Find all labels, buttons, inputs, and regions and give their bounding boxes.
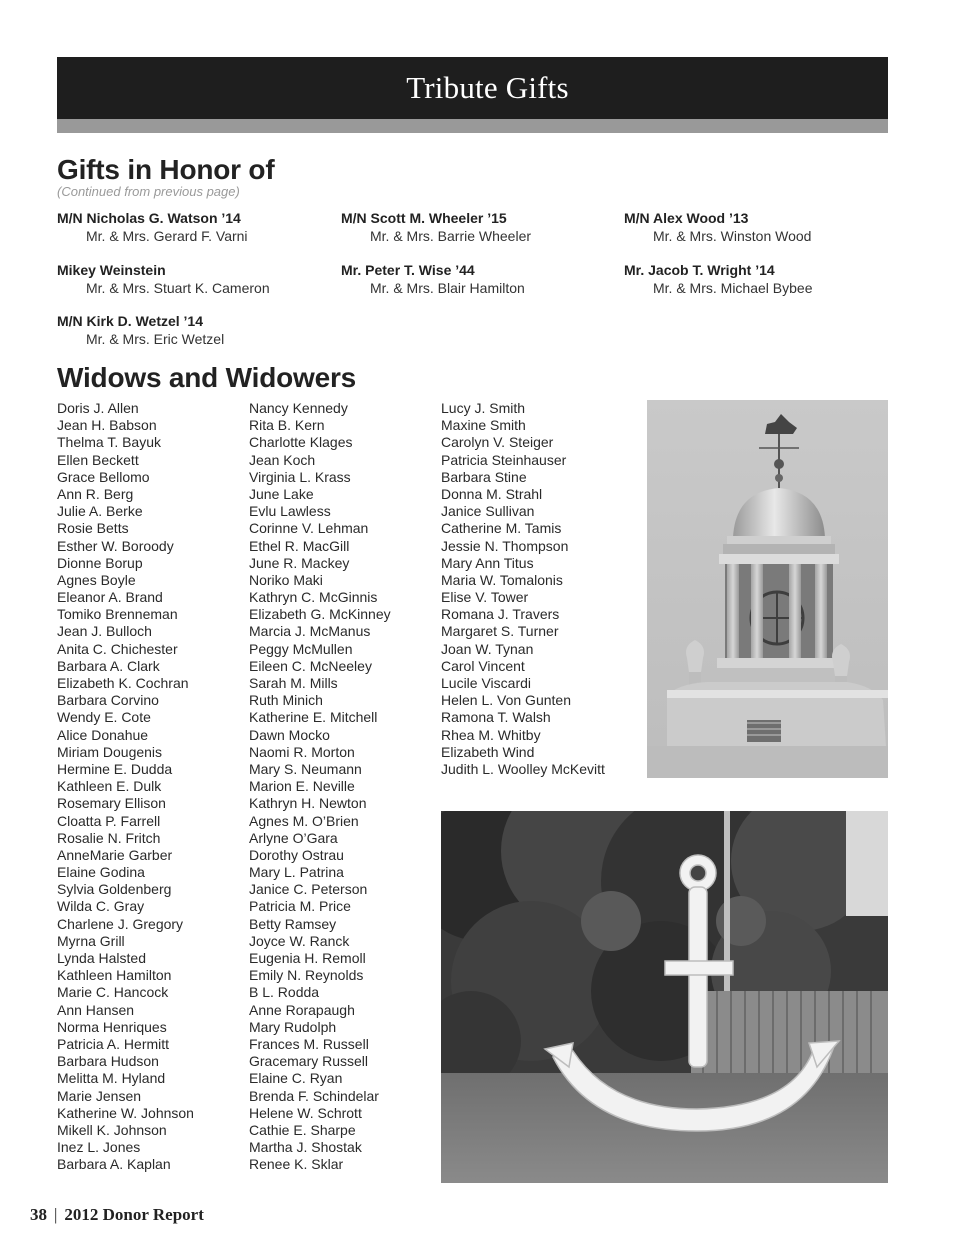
name-item: Peggy McMullen (249, 640, 353, 657)
donor-name: Mr. & Mrs. Gerard F. Varni (86, 227, 248, 244)
donor-name: Mr. & Mrs. Winston Wood (653, 227, 812, 244)
name-item: Marcia J. McManus (249, 623, 371, 640)
name-item: Margaret S. Turner (441, 623, 559, 640)
name-item: Charlene J. Gregory (57, 915, 184, 932)
name-item: Cloatta P. Farrell (57, 812, 161, 829)
name-item: Mary Ann Titus (441, 554, 534, 571)
name-item: Inez L. Jones (57, 1139, 141, 1156)
name-item: Barbara Hudson (57, 1053, 159, 1070)
name-item: Ramona T. Walsh (441, 709, 551, 726)
name-item: Doris J. Allen (57, 400, 139, 416)
name-item: Brenda F. Schindelar (249, 1087, 379, 1104)
page-number: 38 (30, 1205, 47, 1224)
name-item: Rosie Betts (57, 520, 129, 537)
name-item: Maxine Smith (441, 417, 526, 434)
name-item: June R. Mackey (249, 554, 350, 571)
name-item: Agnes M. O’Brien (249, 812, 359, 829)
name-item: Wilda C. Gray (57, 898, 145, 915)
name-item: Patricia M. Price (249, 898, 351, 915)
name-item: Frances M. Russell (249, 1035, 369, 1052)
name-item: Wendy E. Cote (57, 709, 151, 726)
name-item: Jean Koch (249, 451, 316, 468)
name-item: Joyce W. Ranck (249, 932, 350, 949)
name-item: Marion E. Neville (249, 778, 355, 795)
name-item: Judith L. Woolley McKevitt (441, 760, 605, 777)
name-item: Marie Jensen (57, 1087, 142, 1104)
name-item: Miriam Dougenis (57, 743, 163, 760)
page-footer (30, 1205, 204, 1225)
name-item: Elizabeth K. Cochran (57, 675, 189, 691)
name-item: Ann R. Berg (57, 485, 134, 502)
honoree-name: M/N Alex Wood ’13 (624, 210, 749, 226)
name-item: Elise V. Tower (441, 589, 529, 606)
name-item: Elaine C. Ryan (249, 1070, 343, 1087)
name-item: Rhea M. Whitby (441, 726, 541, 743)
name-item: Arlyne O’Gara (249, 829, 338, 846)
name-item: Sylvia Goldenberg (57, 881, 172, 898)
banner-rule (57, 119, 888, 133)
banner-title: Tribute Gifts (406, 70, 569, 105)
name-item: Janice C. Peterson (249, 881, 368, 898)
honoree-name: Mr. Jacob T. Wright ’14 (624, 262, 775, 278)
widows-heading: Widows and Widowers (57, 362, 357, 393)
name-item: Janice Sullivan (441, 503, 535, 520)
name-item: Martha J. Shostak (249, 1139, 362, 1156)
name-item: Donna M. Strahl (441, 485, 543, 502)
footer-separator: | (54, 1205, 58, 1224)
name-item: Barbara A. Clark (57, 657, 160, 674)
names-column-2 (249, 400, 391, 1173)
name-item: Patricia A. Hermitt (57, 1035, 170, 1052)
donor-name: Mr. & Mrs. Barrie Wheeler (370, 227, 532, 244)
name-item: AnneMarie Garber (57, 846, 173, 863)
name-item: Charlotte Klages (249, 434, 353, 451)
honoree-name: Mikey Weinstein (57, 262, 166, 278)
name-item: Lynda Halsted (57, 950, 146, 966)
honoree-name: M/N Scott M. Wheeler ’15 (341, 210, 507, 226)
donor-name: Mr. & Mrs. Blair Hamilton (370, 279, 525, 296)
name-item: Kathleen Hamilton (57, 967, 172, 984)
name-item: Betty Ramsey (249, 915, 337, 932)
name-item: Ethel R. MacGill (249, 537, 350, 554)
name-item: Eugenia H. Remoll (249, 950, 366, 966)
name-item: Norma Henriques (57, 1018, 167, 1035)
name-item: Melitta M. Hyland (57, 1070, 166, 1087)
honor-entry (341, 262, 525, 297)
honor-entry (57, 210, 248, 245)
name-item: Anita C. Chichester (57, 640, 178, 657)
name-item: Joan W. Tynan (441, 640, 534, 657)
name-item: Mary S. Neumann (249, 760, 362, 777)
name-item: Anne Rorapaugh (249, 1001, 355, 1018)
footer-title: 2012 Donor Report (64, 1205, 204, 1224)
name-item: Corinne V. Lehman (249, 520, 369, 537)
honoree-name: M/N Nicholas G. Watson ’14 (57, 210, 241, 226)
name-item: Dionne Borup (57, 554, 143, 571)
name-item: Jean H. Babson (57, 417, 157, 434)
name-item: Dorothy Ostrau (249, 846, 344, 863)
name-item: Myrna Grill (57, 932, 125, 949)
honor-entry (341, 210, 531, 245)
name-item: Rosemary Ellison (57, 795, 166, 812)
name-item: Gracemary Russell (249, 1053, 369, 1070)
name-item: Alice Donahue (57, 726, 149, 743)
name-item: Rita B. Kern (249, 417, 325, 434)
name-item: Barbara Corvino (57, 692, 159, 709)
honor-entry (624, 210, 811, 245)
honoree-name: Mr. Peter T. Wise ’44 (341, 262, 475, 278)
name-item: Eleanor A. Brand (57, 589, 163, 606)
name-item: B L. Rodda (249, 984, 320, 1001)
donor-name: Mr. & Mrs. Stuart K. Cameron (86, 279, 270, 296)
name-item: Hermine E. Dudda (57, 760, 173, 777)
name-item: Romana J. Travers (441, 606, 560, 623)
name-item: Kathryn H. Newton (249, 795, 367, 812)
name-item: Katherine E. Mitchell (249, 709, 378, 726)
name-item: Lucy J. Smith (441, 400, 526, 416)
name-item: Grace Bellomo (57, 468, 150, 485)
name-item: Elaine Godina (57, 864, 145, 881)
name-item: June Lake (249, 485, 314, 502)
name-item: Rosalie N. Fritch (57, 829, 161, 846)
name-item: Lucile Viscardi (441, 675, 532, 691)
name-item: Katherine W. Johnson (57, 1104, 194, 1121)
section-banner (57, 57, 888, 119)
name-item: Patricia Steinhauser (441, 451, 567, 468)
name-item: Helen L. Von Gunten (441, 692, 571, 709)
name-item: Agnes Boyle (57, 571, 136, 588)
name-item: Cathie E. Sharpe (249, 1121, 356, 1138)
name-item: Julie A. Berke (57, 503, 143, 520)
name-item: Carol Vincent (441, 657, 525, 674)
names-column-3 (441, 400, 605, 778)
name-item: Ellen Beckett (57, 451, 139, 468)
cupola-photo (647, 400, 888, 778)
name-item: Elizabeth G. McKinney (249, 606, 391, 623)
name-item: Sarah M. Mills (249, 675, 338, 691)
honoree-name: M/N Kirk D. Wetzel ’14 (57, 313, 204, 329)
name-item: Tomiko Brenneman (57, 606, 178, 623)
name-item: Mary Rudolph (249, 1018, 337, 1035)
name-item: Marie C. Hancock (57, 984, 169, 1001)
honor-entry (57, 313, 224, 348)
name-item: Nancy Kennedy (249, 400, 348, 416)
name-item: Emily N. Reynolds (249, 967, 364, 984)
honor-entry (624, 262, 813, 297)
anchor-photo (441, 811, 888, 1183)
name-item: Naomi R. Morton (249, 743, 355, 760)
name-item: Jean J. Bulloch (57, 623, 152, 640)
donor-name: Mr. & Mrs. Michael Bybee (653, 279, 813, 296)
name-item: Barbara A. Kaplan (57, 1156, 171, 1173)
name-item: Helene W. Schrott (249, 1104, 362, 1121)
name-item: Jessie N. Thompson (441, 537, 569, 554)
name-item: Carolyn V. Steiger (441, 434, 554, 451)
name-item: Barbara Stine (441, 468, 527, 485)
name-item: Catherine M. Tamis (441, 520, 562, 537)
name-item: Thelma T. Bayuk (57, 434, 162, 451)
name-item: Maria W. Tomalonis (441, 571, 563, 588)
honor-heading: Gifts in Honor of (57, 154, 275, 185)
honor-entry (57, 262, 270, 297)
name-item: Virginia L. Krass (249, 468, 351, 485)
continued-note: (Continued from previous page) (57, 184, 240, 199)
name-item: Mary L. Patrina (249, 864, 344, 881)
donor-name: Mr. & Mrs. Eric Wetzel (86, 330, 225, 347)
name-item: Esther W. Boroody (57, 537, 174, 554)
name-item: Eileen C. McNeeley (249, 657, 372, 674)
name-item: Noriko Maki (249, 571, 323, 588)
name-item: Ruth Minich (249, 692, 323, 709)
name-item: Dawn Mocko (249, 726, 330, 743)
name-item: Kathleen E. Dulk (57, 778, 162, 795)
name-item: Renee K. Sklar (249, 1156, 344, 1173)
name-item: Mikell K. Johnson (57, 1121, 167, 1138)
name-item: Kathryn C. McGinnis (249, 589, 378, 606)
name-item: Elizabeth Wind (441, 743, 535, 760)
name-item: Ann Hansen (57, 1001, 135, 1018)
name-item: Evlu Lawless (249, 503, 331, 520)
names-column-1 (57, 400, 194, 1173)
